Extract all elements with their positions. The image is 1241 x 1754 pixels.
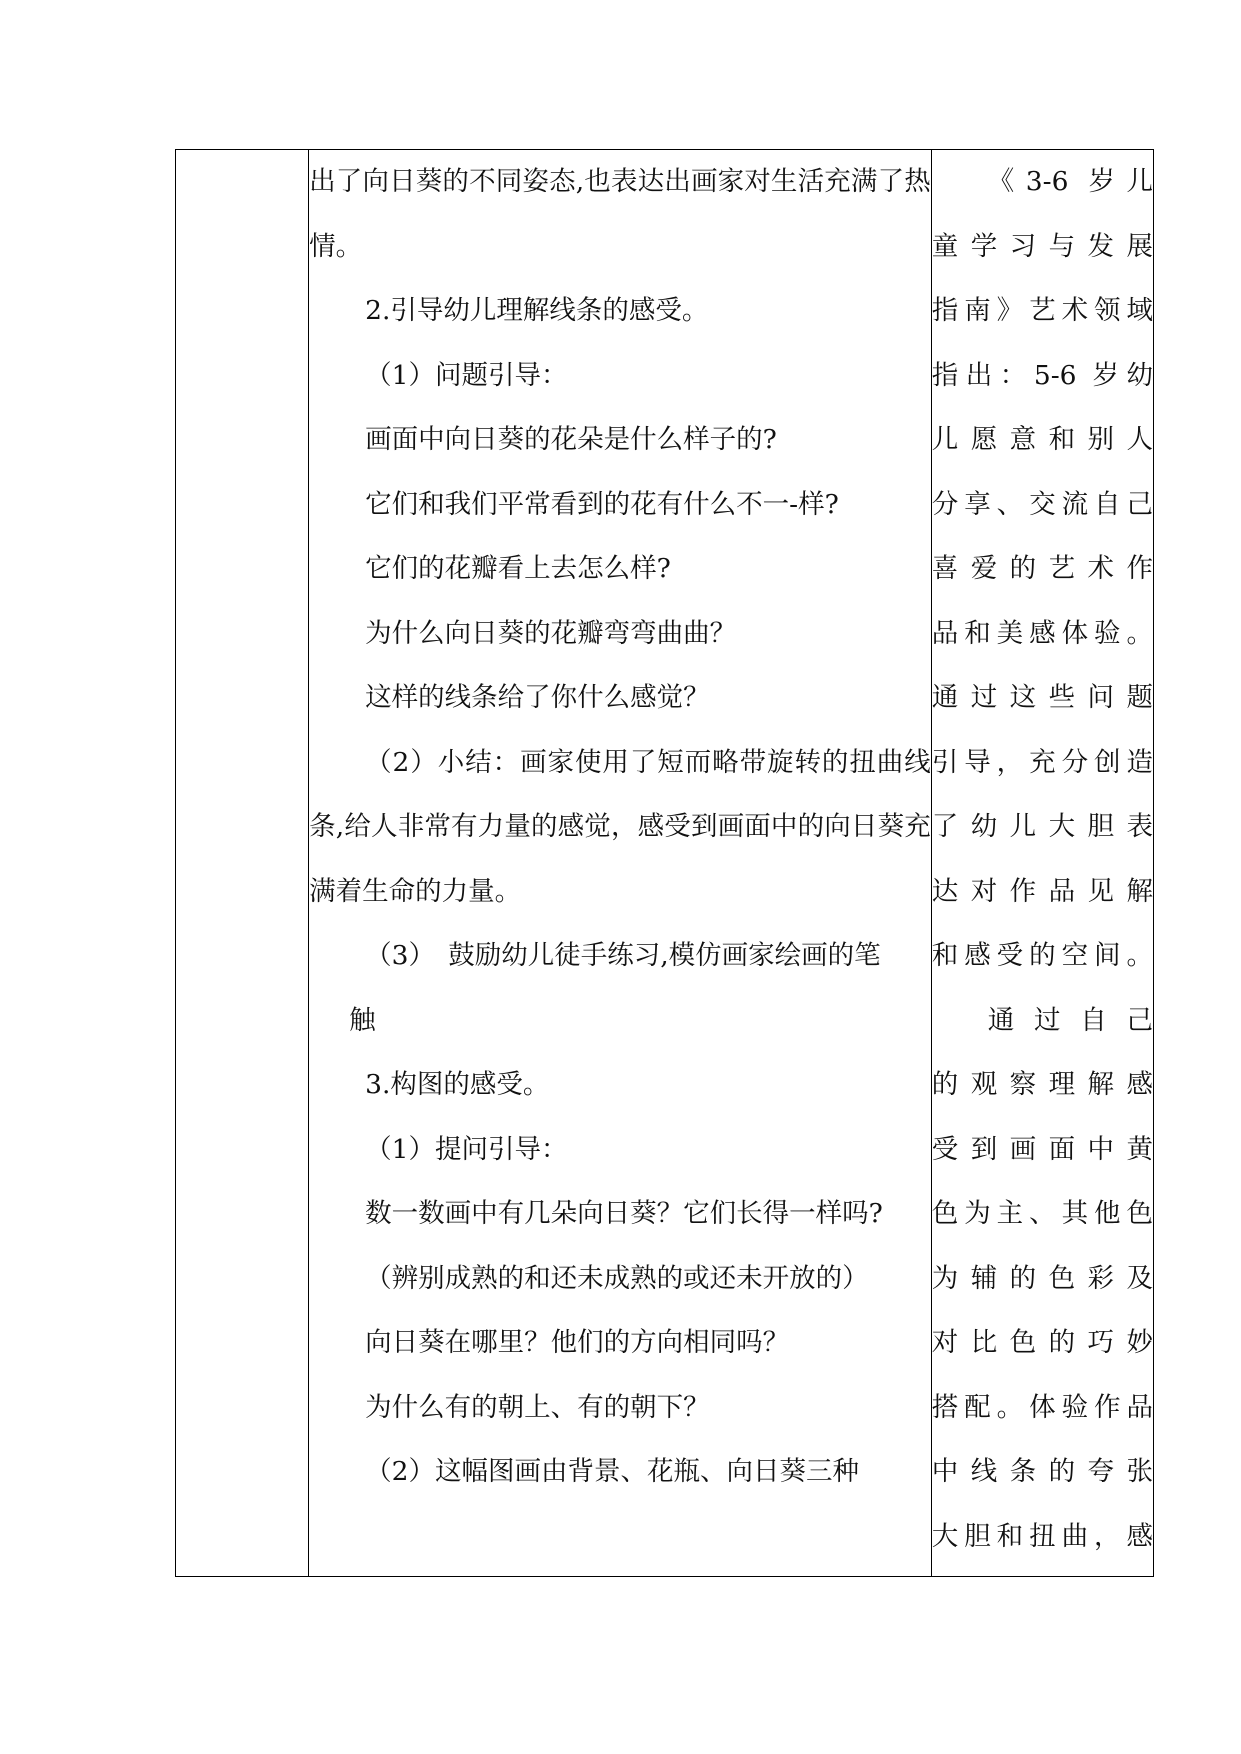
paragraph: （2）小结：画家使用了短而略带旋转的扭曲线条,给人非常有力量的感觉，感受到画面中的向日葵充满着生命的力量。 xyxy=(309,746,931,907)
rationale-line: 和感受的空间。 xyxy=(931,940,1153,971)
rationale-line: 引导，充分创造 xyxy=(931,746,1153,778)
paragraph: 数一数画中有几朵向日葵？它们长得一样吗? xyxy=(365,1198,883,1229)
rationale-line: 受到画面中黄 xyxy=(931,1133,1153,1165)
paragraph: 画面中向日葵的花朵是什么样子的? xyxy=(365,424,777,455)
rationale-line: 指出：5-6 岁幼 xyxy=(931,359,1153,391)
paragraph: 这样的线条给了你什么感觉？ xyxy=(365,682,710,713)
rationale-line: 大胆和扭曲，感 xyxy=(931,1520,1153,1552)
paragraph: 3.构图的感受。 xyxy=(365,1069,550,1100)
rationale-line: 为辅的色彩及 xyxy=(931,1262,1153,1294)
rationale-line: 达对作品见解 xyxy=(931,875,1153,907)
rationale-line: 色为主、其他色 xyxy=(931,1198,1153,1229)
paragraph: 它们的花瓣看上去怎么样? xyxy=(365,553,671,584)
rationale-line: 指南》艺术领域 xyxy=(931,295,1153,326)
rationale-line: 《3-6 岁儿 xyxy=(987,166,1153,197)
paragraph: （辨别成熟的和还未成熟的或还未开放的） xyxy=(365,1262,869,1294)
rationale-line: 搭配。体验作品 xyxy=(931,1391,1153,1423)
activity-content-cell xyxy=(309,150,932,1577)
lesson-plan-table xyxy=(175,149,1154,1577)
rationale-line: 的观察理解感 xyxy=(931,1069,1153,1100)
rationale-line: 对比色的巧妙 xyxy=(931,1327,1153,1358)
rationale-line: 通过这些问题 xyxy=(931,682,1153,713)
table-row xyxy=(176,150,1154,1577)
empty-label-cell xyxy=(176,150,309,1577)
paragraph: （2）这幅图画由背景、花瓶、向日葵三种 xyxy=(365,1456,859,1487)
paragraph: 向日葵在哪里？他们的方向相同吗？ xyxy=(365,1327,790,1358)
paragraph: 触 xyxy=(349,1004,376,1036)
paragraph: （1）提问引导： xyxy=(365,1133,568,1165)
paragraph: 出了向日葵的不同姿态,也表达出画家对生活充满了热情。 xyxy=(309,166,931,262)
rationale-line: 通过自己 xyxy=(987,1004,1153,1036)
rationale-line: 分享、交流自己 xyxy=(931,488,1153,520)
rationale-line: 喜爱的艺术作 xyxy=(931,553,1153,584)
rationale-line: 儿愿意和别人 xyxy=(931,424,1153,455)
paragraph: 2.引导幼儿理解线条的感受。 xyxy=(365,295,709,326)
design-rationale-cell xyxy=(931,150,1153,1577)
rationale-line: 了幼儿大胆表 xyxy=(931,811,1153,842)
paragraph: 它们和我们平常看到的花有什么不一-样? xyxy=(365,488,839,520)
rationale-line: 品和美感体验。 xyxy=(931,617,1153,649)
paragraph: （3） 鼓励幼儿徒手练习,模仿画家绘画的笔 xyxy=(365,940,881,971)
rationale-line: 中线条的夸张 xyxy=(931,1456,1153,1487)
paragraph: 为什么有的朝上、有的朝下？ xyxy=(365,1391,710,1423)
rationale-line: 童学习与发展 xyxy=(931,230,1153,262)
paragraph: 为什么向日葵的花瓣弯弯曲曲？ xyxy=(365,617,737,649)
paragraph: （1）问题引导： xyxy=(365,359,568,391)
